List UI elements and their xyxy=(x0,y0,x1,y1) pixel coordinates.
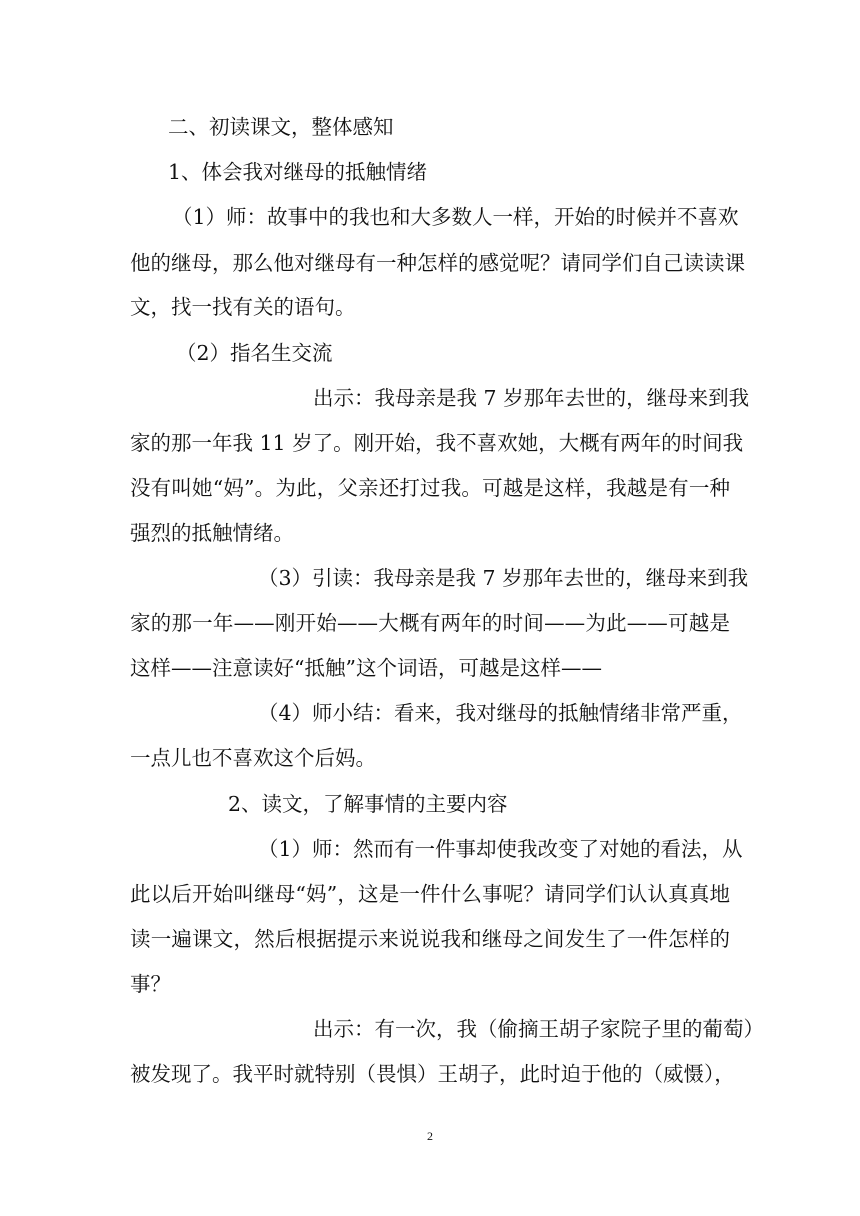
text-line: （1）师：故事中的我也和大多数人一样，开始的时候并不喜欢 xyxy=(172,205,739,229)
text-line: 出示：有一次，我（偷摘王胡子家院子里的葡萄） xyxy=(313,1017,764,1041)
page-number: 2 xyxy=(427,1129,433,1143)
text-line: 强烈的抵触情绪。 xyxy=(130,521,294,545)
text-line: 他的继母，那么他对继母有一种怎样的感觉呢？请同学们自己读读课 xyxy=(130,251,745,275)
text-line: （4）师小结：看来，我对继母的抵触情绪非常严重， xyxy=(258,701,743,725)
subsection-heading: 1、体会我对继母的抵触情绪 xyxy=(168,160,428,184)
text-line: 文，找一找有关的语句。 xyxy=(130,295,356,319)
section-heading: 二、初读课文，整体感知 xyxy=(168,115,394,139)
text-line: 家的那一年——刚开始——大概有两年的时间——为此——可越是 xyxy=(130,611,730,635)
text-line: 家的那一年我 11 岁了。刚开始，我不喜欢她，大概有两年的时间我 xyxy=(130,431,744,455)
text-line: 被发现了。我平时就特别（畏惧）王胡子，此时迫于他的（威慑）， xyxy=(130,1062,735,1086)
text-line: 一点儿也不喜欢这个后妈。 xyxy=(130,746,376,770)
text-line: （3）引读：我母亲是我 7 岁那年去世的，继母来到我 xyxy=(258,566,749,590)
text-line: 此以后开始叫继母“妈”，这是一件什么事呢？请同学们认认真真地 xyxy=(130,882,730,906)
text-line: 没有叫她“妈”。为此，父亲还打过我。可越是这样，我越是有一种 xyxy=(130,476,730,500)
text-line: 读一遍课文，然后根据提示来说说我和继母之间发生了一件怎样的 xyxy=(130,927,730,951)
text-line: （2）指名生交流 xyxy=(176,341,333,365)
text-line: （1）师：然而有一件事却使我改变了对她的看法，从 xyxy=(258,837,743,861)
text-line: 事？ xyxy=(130,972,171,996)
text-line: 这样——注意读好“抵触”这个词语，可越是这样—— xyxy=(130,656,602,680)
text-line: 出示：我母亲是我 7 岁那年去世的，继母来到我 xyxy=(313,386,750,410)
subsection-heading: 2、读文，了解事情的主要内容 xyxy=(228,792,508,816)
